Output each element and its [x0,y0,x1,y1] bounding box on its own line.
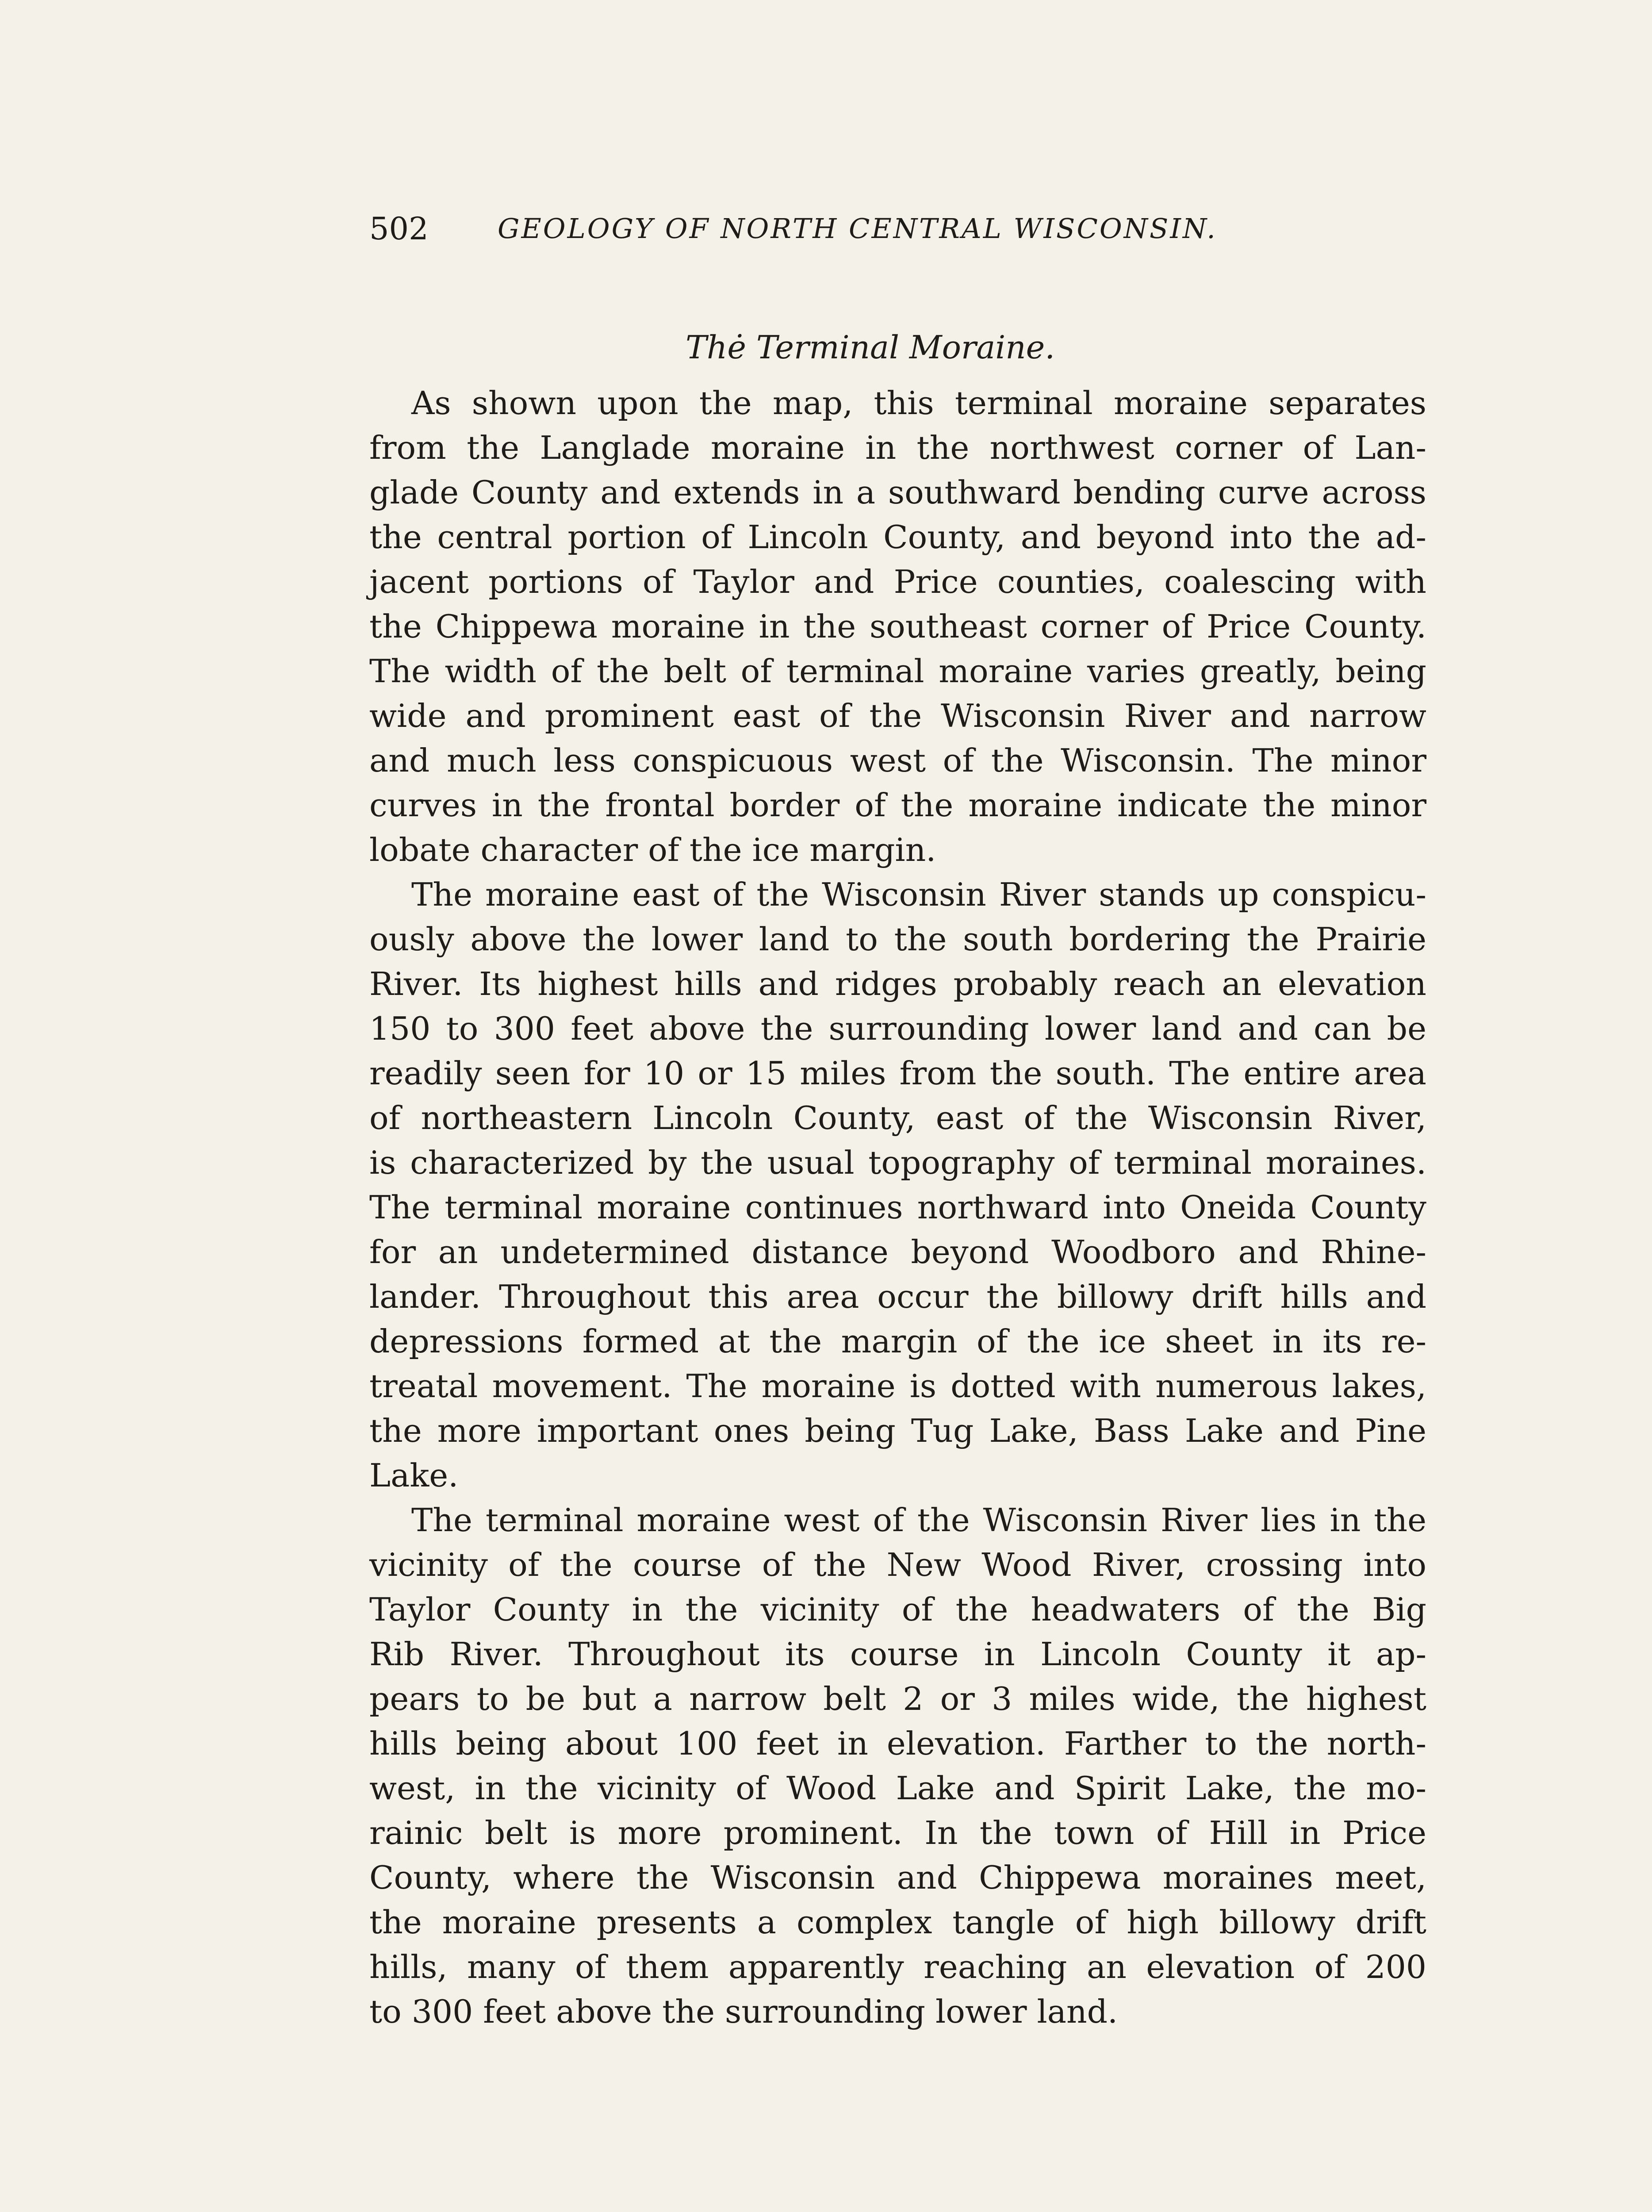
text-line: is characterized by the usual topography of terminal moraines. [369,1144,1426,1182]
text-line: treatal movement. The moraine is dotted with numerous lakes, [369,1368,1426,1405]
text-line: rainic belt is more prominent. In the town of Hill in Price [369,1815,1426,1852]
running-title: GEOLOGY OF NORTH CENTRAL WISCONSIN. [498,212,1217,245]
running-head [369,204,1418,253]
text-line: hills, many of them apparently reaching an elevation of 200 [369,1949,1426,1986]
text-line: jacent portions of Taylor and Price counties, coalescing with [369,564,1426,601]
text-line: for an undetermined distance beyond Woodboro and Rhine- [369,1234,1426,1271]
text-line: to 300 feet above the surrounding lower land. [369,1993,1118,2031]
text-line: River. Its highest hills and ridges probably reach an elevation [369,966,1426,1003]
text-line: curves in the frontal border of the moraine indicate the minor [369,787,1426,824]
text-line: wide and prominent east of the Wisconsin River and narrow [369,698,1426,735]
text-line: the central portion of Lincoln County, and beyond into the ad- [369,519,1426,556]
text-line: pears to be but a narrow belt 2 or 3 miles wide, the highest [369,1681,1426,1718]
text-line: from the Langlade moraine in the northwest corner of Lan- [369,430,1426,467]
text-line: glade County and extends in a southward bending curve across [369,474,1426,511]
text-line: County, where the Wisconsin and Chippewa moraines meet, [369,1859,1426,1897]
text-line: 150 to 300 feet above the surrounding lower land and can be [369,1010,1426,1048]
text-line: the more important ones being Tug Lake, Bass Lake and Pine [369,1413,1426,1450]
text-line: hills being about 100 feet in elevation. Farther to the north- [369,1725,1426,1763]
text-line: readily seen for 10 or 15 miles from the south. The entire area [369,1055,1426,1092]
text-line: lobate character of the ice margin. [369,832,936,869]
text-line: The terminal moraine west of the Wisconsin River lies in the [411,1502,1426,1539]
text-line: of northeastern Lincoln County, east of the Wisconsin River, [369,1100,1426,1137]
text-line: Lake. [369,1457,459,1494]
text-line: Taylor County in the vicinity of the headwaters of the Big [369,1591,1426,1628]
text-line: As shown upon the map, this terminal moraine separates [411,385,1426,422]
text-line: vicinity of the course of the New Wood River, crossing into [369,1547,1426,1584]
text-line: depressions formed at the margin of the ice sheet in its re- [369,1323,1426,1360]
text-line: Rib River. Throughout its course in Lincoln County it ap- [369,1636,1426,1673]
text-line: and much less conspicuous west of the Wisconsin. The minor [369,742,1426,780]
page-number: 502 [369,211,429,247]
text-line: The terminal moraine continues northward into Oneida County [369,1189,1426,1226]
text-line: The width of the belt of terminal moraine varies greatly, being [369,653,1426,690]
text-line: west, in the vicinity of Wood Lake and Spirit Lake, the mo- [369,1770,1426,1807]
section-heading: Thė Terminal Moraine. [686,329,1055,366]
text-line: lander. Throughout this area occur the billowy drift hills and [369,1279,1426,1316]
text-line: the Chippewa moraine in the southeast corner of Price County. [369,608,1426,645]
text-line: ously above the lower land to the south bordering the Prairie [369,921,1426,958]
body-text [369,381,1426,2035]
text-line: The moraine east of the Wisconsin River stands up conspicu- [411,876,1426,914]
text-line: the moraine presents a complex tangle of high billowy drift [369,1904,1426,1941]
